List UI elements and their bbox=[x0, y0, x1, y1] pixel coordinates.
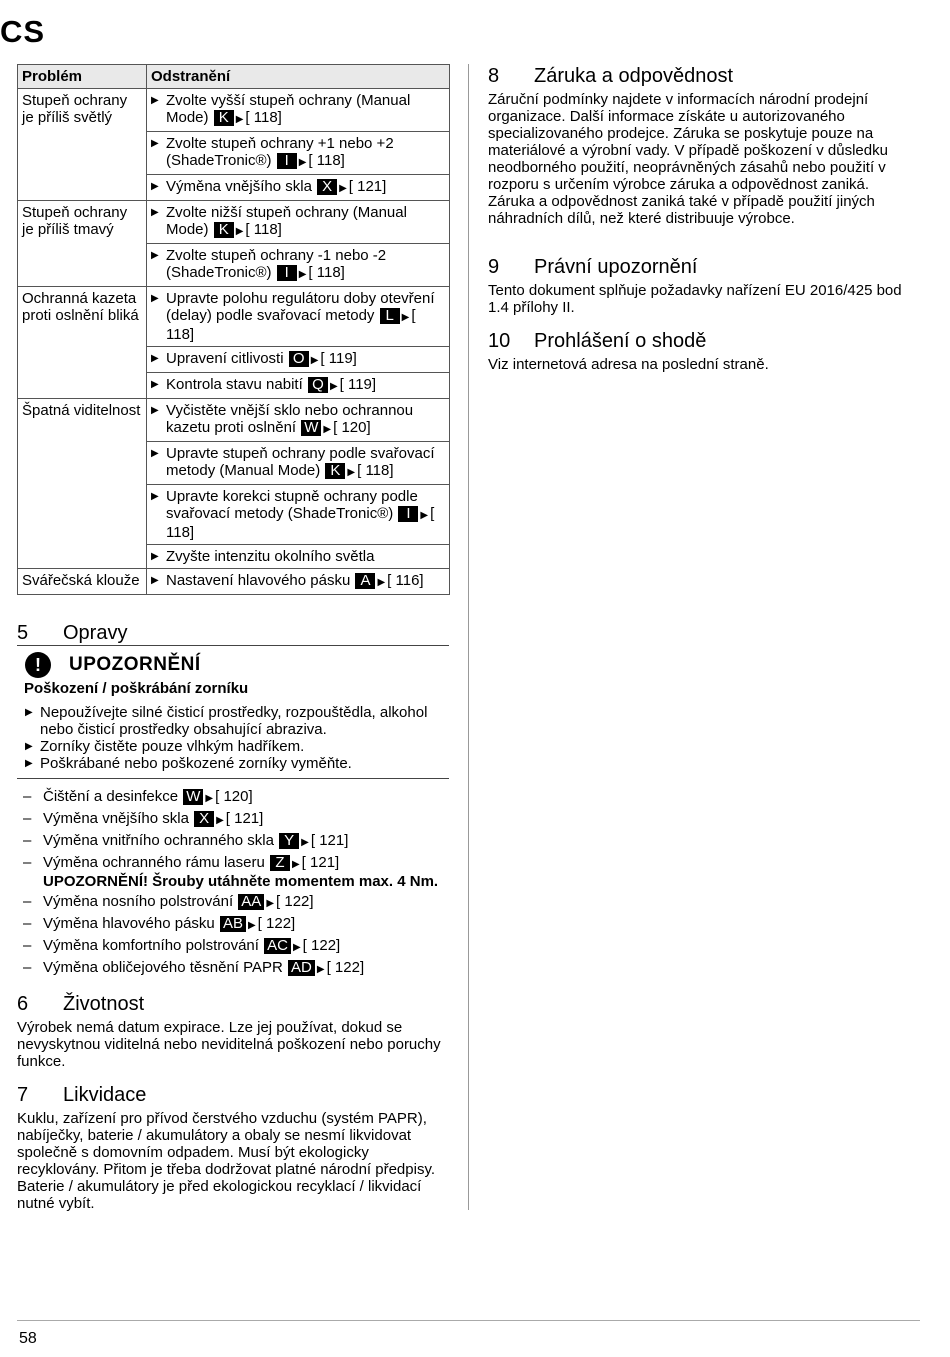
repair-item bbox=[23, 854, 443, 890]
warning-header bbox=[17, 652, 449, 678]
page-ref: [ 118] bbox=[166, 307, 416, 343]
solution-cell bbox=[147, 347, 450, 373]
solution-text bbox=[166, 488, 445, 541]
arrow-right-icon: ▶ bbox=[377, 577, 386, 588]
arrow-right-icon: ▶ bbox=[235, 226, 244, 237]
arrow-right-icon: ▶ bbox=[247, 920, 256, 931]
page-ref: [ 121] bbox=[301, 854, 340, 871]
warning-item bbox=[25, 738, 449, 755]
solution-description: Upravte korekci stupně ochrany podle svařovací metody (ShadeTronic®) bbox=[166, 488, 418, 522]
problem-cell: Stupeň ochrany je příliš světlý bbox=[18, 89, 147, 201]
figure-ref-badge: W bbox=[183, 789, 203, 805]
solution-line bbox=[151, 290, 445, 343]
arrow-right-icon: ▶ bbox=[323, 424, 332, 435]
solution-cell bbox=[147, 132, 450, 175]
solution-text bbox=[166, 445, 445, 481]
warning-item-text: Nepoužívejte silné čisticí prostředky, rozpouštědla, alkohol nebo čisticí prostředky obsahující abraziva. bbox=[40, 704, 428, 738]
figure-ref-badge: Z bbox=[270, 855, 290, 871]
section-8-text: Záruční podmínky najdete v informacích národní prodejní organizace. Další informace získáte u autorizovaného specializovaného prodejce. Záruka se poskytuje pouze na materiálové a výrobní vady. V případě poškození v důsledku neodborného použití, neoprávněných zásahů nebo použití v rozporu s určením výrobce záruka a odpovědnost zaniká. Záruka a odpovědnost zaniká také v případě použití jiných náhradních dílů, než které distribuuje výrobce. bbox=[488, 91, 888, 227]
solution-cell bbox=[147, 442, 450, 485]
solution-line bbox=[151, 488, 445, 541]
header-problem: Problém bbox=[18, 65, 147, 89]
repair-item-content bbox=[43, 788, 253, 807]
page-ref: [ 119] bbox=[320, 350, 357, 367]
dash-bullet: – bbox=[23, 937, 32, 954]
section-8-heading bbox=[488, 64, 733, 88]
solution-line bbox=[151, 350, 445, 369]
language-code: CS bbox=[0, 14, 46, 49]
warning-subtitle: Poškození / poškrábání zorníku bbox=[24, 680, 249, 697]
solution-line bbox=[151, 178, 445, 197]
page-ref: [ 121] bbox=[225, 810, 264, 827]
solution-cell bbox=[147, 569, 450, 595]
section-8-number: 8 bbox=[488, 65, 500, 87]
figure-ref-badge: I bbox=[277, 265, 297, 281]
solution-line bbox=[151, 445, 445, 481]
section-7-heading bbox=[17, 1083, 146, 1107]
figure-ref-badge: AA bbox=[238, 894, 264, 910]
section-9-text: Tento dokument splňuje požadavky nařízení EU 2016/425 bod 1.4 přílohy II. bbox=[488, 282, 902, 316]
bullet-triangle-icon: ▶ bbox=[151, 448, 159, 459]
section-10-text: Viz internetová adresa na poslední straně. bbox=[488, 356, 769, 373]
section-6-number: 6 bbox=[17, 993, 29, 1015]
bullet-triangle-icon: ▶ bbox=[25, 707, 33, 718]
bullet-triangle-icon: ▶ bbox=[151, 95, 159, 106]
solution-description: Zvolte nižší stupeň ochrany (Manual Mode) bbox=[166, 204, 407, 238]
solution-text bbox=[166, 376, 376, 395]
dash-bullet: – bbox=[23, 810, 32, 827]
section-6-text: Výrobek nemá datum expirace. Lze jej používat, dokud se nevyskytnou viditelná nebo neviditelná poškození nebo poruchy funkce. bbox=[17, 1019, 441, 1070]
solution-description: Nastavení hlavového pásku bbox=[166, 572, 351, 589]
solution-line bbox=[151, 402, 445, 438]
figure-ref-badge: O bbox=[289, 351, 309, 367]
arrow-right-icon: ▶ bbox=[298, 269, 307, 280]
bullet-triangle-icon: ▶ bbox=[151, 181, 159, 192]
bullet-triangle-icon: ▶ bbox=[25, 758, 33, 769]
page-ref: [ 122] bbox=[302, 937, 341, 954]
figure-ref-badge: AD bbox=[288, 960, 315, 976]
solution-text bbox=[166, 178, 386, 197]
repair-item-content bbox=[43, 893, 314, 912]
solution-description: Kontrola stavu nabití bbox=[166, 376, 303, 393]
troubleshooting-table bbox=[17, 64, 450, 595]
page-ref: [ 122] bbox=[276, 893, 314, 910]
solution-line bbox=[151, 376, 445, 395]
arrow-right-icon: ▶ bbox=[339, 183, 347, 194]
solution-line bbox=[151, 135, 445, 171]
arrow-right-icon: ▶ bbox=[205, 793, 214, 804]
figure-ref-badge: Q bbox=[308, 377, 328, 393]
solution-cell bbox=[147, 287, 450, 347]
page-ref: [ 121] bbox=[348, 178, 387, 195]
section-6-title: Životnost bbox=[63, 993, 145, 1015]
repair-note: UPOZORNĚNÍ! Šrouby utáhněte momentem max. 4 Nm. bbox=[43, 873, 439, 890]
arrow-right-icon: ▶ bbox=[235, 114, 244, 125]
solution-cell bbox=[147, 175, 450, 201]
figure-ref-badge: A bbox=[355, 573, 375, 589]
solution-cell bbox=[147, 244, 450, 287]
figure-ref-badge: W bbox=[301, 420, 321, 436]
repair-item-text: Výměna komfortního polstrování bbox=[43, 937, 259, 954]
solution-description: Zvolte stupeň ochrany -1 nebo -2 (ShadeTronic®) bbox=[166, 247, 387, 281]
solution-line bbox=[151, 92, 445, 128]
solution-text bbox=[166, 247, 445, 283]
repair-item bbox=[23, 915, 443, 934]
figure-ref-badge: AB bbox=[220, 916, 246, 932]
page-ref: [ 118] bbox=[245, 221, 282, 238]
solution-description: Zvolte stupeň ochrany +1 nebo +2 (ShadeTronic®) bbox=[166, 135, 394, 169]
solution-text bbox=[166, 135, 445, 171]
warning-item-text: Poškrábané nebo poškozené zorníky vyměňte. bbox=[40, 755, 352, 772]
repair-item-content bbox=[43, 937, 340, 956]
arrow-right-icon: ▶ bbox=[347, 467, 356, 478]
arrow-right-icon: ▶ bbox=[291, 859, 300, 870]
page-ref: [ 120] bbox=[215, 788, 253, 805]
problem-cell: Ochranná kazeta proti oslnění bliká bbox=[18, 287, 147, 399]
solution-description: Upravení citlivosti bbox=[166, 350, 284, 367]
solution-text bbox=[166, 204, 445, 240]
page-ref: [ 116] bbox=[387, 572, 424, 589]
figure-ref-badge: I bbox=[277, 153, 297, 169]
repair-item-text: Výměna vnitřního ochranného skla bbox=[43, 832, 274, 849]
arrow-right-icon: ▶ bbox=[329, 381, 338, 392]
repair-item bbox=[23, 937, 443, 956]
repair-item bbox=[23, 959, 443, 978]
figure-ref-badge: I bbox=[398, 506, 418, 522]
solution-cell bbox=[147, 89, 450, 132]
section-9-heading bbox=[488, 255, 697, 279]
bullet-triangle-icon: ▶ bbox=[151, 293, 159, 304]
section-7-text: Kuklu, zařízení pro přívod čerstvého vzduchu (systém PAPR), nabíječky, baterie / akumulátory a obaly se nesmí likvidovat společně s domovním odpadem. Musí být ekologicky recyklovány. Přitom je třeba dodržovat platné národní předpisy. Baterie / akumulátory je před ekologickou recyklací / likvidací nutné vybít. bbox=[17, 1110, 435, 1212]
solution-text bbox=[166, 548, 374, 565]
repair-item-content bbox=[43, 959, 364, 978]
solution-cell bbox=[147, 201, 450, 244]
section-10-title: Prohlášení o shodě bbox=[534, 330, 707, 352]
bullet-triangle-icon: ▶ bbox=[25, 741, 33, 752]
arrow-right-icon: ▶ bbox=[266, 898, 275, 909]
repair-item bbox=[23, 832, 443, 851]
section-9-number: 9 bbox=[488, 256, 500, 278]
repair-item-text: Výměna vnějšího skla bbox=[43, 810, 189, 827]
section-5-number: 5 bbox=[17, 622, 29, 644]
repair-list bbox=[23, 788, 443, 981]
solution-cell bbox=[147, 399, 450, 442]
solution-description: Výměna vnějšího skla bbox=[166, 178, 312, 195]
solution-text bbox=[166, 290, 445, 343]
problem-cell: Svářečská klouže bbox=[18, 569, 147, 595]
figure-ref-badge: X bbox=[194, 811, 214, 827]
table-row bbox=[18, 287, 450, 347]
figure-ref-badge: K bbox=[214, 110, 234, 126]
solution-text bbox=[166, 402, 445, 438]
figure-ref-badge: L bbox=[380, 308, 400, 324]
section-8-title: Záruka a odpovědnost bbox=[534, 65, 734, 87]
warning-box bbox=[17, 645, 449, 779]
warning-title: UPOZORNĚNÍ bbox=[69, 654, 201, 675]
column-divider bbox=[468, 64, 469, 1210]
table-row bbox=[18, 399, 450, 442]
page-ref: [ 121] bbox=[310, 832, 349, 849]
bullet-triangle-icon: ▶ bbox=[151, 353, 159, 364]
section-10-heading bbox=[488, 329, 706, 353]
arrow-right-icon: ▶ bbox=[310, 355, 319, 366]
page-ref: [ 118] bbox=[357, 462, 394, 479]
bullet-triangle-icon: ▶ bbox=[151, 379, 159, 390]
repair-item-text: Čištění a desinfekce bbox=[43, 788, 179, 805]
section-7-title: Likvidace bbox=[63, 1084, 147, 1106]
section-5-title: Opravy bbox=[63, 622, 128, 644]
repair-item-text: Výměna nosního polstrování bbox=[43, 893, 234, 910]
section-10-number: 10 bbox=[488, 330, 511, 352]
page-ref: [ 119] bbox=[339, 376, 377, 393]
problem-cell: Špatná viditelnost bbox=[18, 399, 147, 569]
arrow-right-icon: ▶ bbox=[216, 815, 224, 826]
dash-bullet: – bbox=[23, 788, 32, 805]
solution-description: Upravte polohu regulátoru doby otevření (delay) podle svařovací metody bbox=[166, 290, 435, 324]
figure-ref-badge: Y bbox=[279, 833, 299, 849]
solution-text bbox=[166, 350, 357, 369]
warning-icon: ! bbox=[25, 652, 51, 678]
table-row bbox=[18, 201, 450, 244]
arrow-right-icon: ▶ bbox=[401, 312, 410, 323]
repair-item-text: Výměna obličejového těsnění PAPR bbox=[43, 959, 283, 976]
page-ref: [ 118] bbox=[308, 152, 345, 169]
figure-ref-badge: K bbox=[325, 463, 345, 479]
bullet-triangle-icon: ▶ bbox=[151, 551, 159, 562]
section-6-heading bbox=[17, 992, 144, 1016]
bullet-triangle-icon: ▶ bbox=[151, 491, 159, 502]
problem-cell: Stupeň ochrany je příliš tmavý bbox=[18, 201, 147, 287]
solution-line bbox=[151, 204, 445, 240]
repair-item-text: Výměna ochranného rámu laseru bbox=[43, 854, 265, 871]
table-row bbox=[18, 569, 450, 595]
table-row bbox=[18, 89, 450, 132]
page-number: 58 bbox=[19, 1330, 37, 1347]
dash-bullet: – bbox=[23, 893, 32, 910]
solution-description: Zvolte vyšší stupeň ochrany (Manual Mode) bbox=[166, 92, 411, 126]
solution-cell bbox=[147, 545, 450, 569]
solution-description: Zvyšte intenzitu okolního světla bbox=[166, 548, 375, 565]
bullet-triangle-icon: ▶ bbox=[151, 405, 159, 416]
arrow-right-icon: ▶ bbox=[298, 157, 307, 168]
solution-line bbox=[151, 572, 445, 591]
section-5-heading bbox=[17, 621, 127, 645]
arrow-right-icon: ▶ bbox=[301, 837, 309, 848]
dash-bullet: – bbox=[23, 959, 32, 976]
repair-item-content bbox=[43, 854, 438, 890]
page-ref: [ 118] bbox=[245, 109, 282, 126]
warning-item bbox=[25, 755, 449, 772]
repair-item-content bbox=[43, 915, 295, 934]
solution-description: Upravte stupeň ochrany podle svařovací metody (Manual Mode) bbox=[166, 445, 435, 479]
header-solution: Odstranění bbox=[147, 65, 450, 89]
repair-item bbox=[23, 788, 443, 807]
page-ref: [ 122] bbox=[257, 915, 296, 932]
bullet-triangle-icon: ▶ bbox=[151, 575, 159, 586]
arrow-right-icon: ▶ bbox=[420, 510, 429, 521]
section-9-title: Právní upozornění bbox=[534, 256, 698, 278]
bullet-triangle-icon: ▶ bbox=[151, 250, 159, 261]
solution-line bbox=[151, 247, 445, 283]
repair-item-content bbox=[43, 810, 263, 829]
figure-ref-badge: K bbox=[214, 222, 234, 238]
arrow-right-icon: ▶ bbox=[316, 964, 325, 975]
dash-bullet: – bbox=[23, 915, 32, 932]
footer-rule bbox=[17, 1320, 920, 1321]
solution-cell bbox=[147, 485, 450, 545]
section-7-number: 7 bbox=[17, 1084, 29, 1106]
solution-description: Vyčistěte vnější sklo nebo ochrannou kazetu proti oslnění bbox=[166, 402, 414, 436]
solution-line bbox=[151, 548, 445, 565]
repair-item bbox=[23, 810, 443, 829]
table-body bbox=[18, 89, 450, 595]
page-ref: [ 118] bbox=[166, 505, 435, 541]
arrow-right-icon: ▶ bbox=[292, 942, 301, 953]
page-ref: [ 120] bbox=[333, 419, 371, 436]
figure-ref-badge: AC bbox=[264, 938, 291, 954]
figure-ref-badge: X bbox=[317, 179, 337, 195]
bullet-triangle-icon: ▶ bbox=[151, 207, 159, 218]
repair-item-text: Výměna hlavového pásku bbox=[43, 915, 215, 932]
solution-text bbox=[166, 572, 424, 591]
page-ref: [ 122] bbox=[326, 959, 365, 976]
repair-item-content bbox=[43, 832, 348, 851]
warning-list bbox=[17, 704, 449, 772]
dash-bullet: – bbox=[23, 854, 32, 871]
repair-item bbox=[23, 893, 443, 912]
solution-cell bbox=[147, 373, 450, 399]
bullet-triangle-icon: ▶ bbox=[151, 138, 159, 149]
page-ref: [ 118] bbox=[308, 264, 345, 281]
solution-text bbox=[166, 92, 445, 128]
dash-bullet: – bbox=[23, 832, 32, 849]
table-header-row bbox=[18, 65, 450, 89]
warning-item bbox=[25, 704, 449, 738]
warning-item-text: Zorníky čistěte pouze vlhkým hadříkem. bbox=[40, 738, 305, 755]
